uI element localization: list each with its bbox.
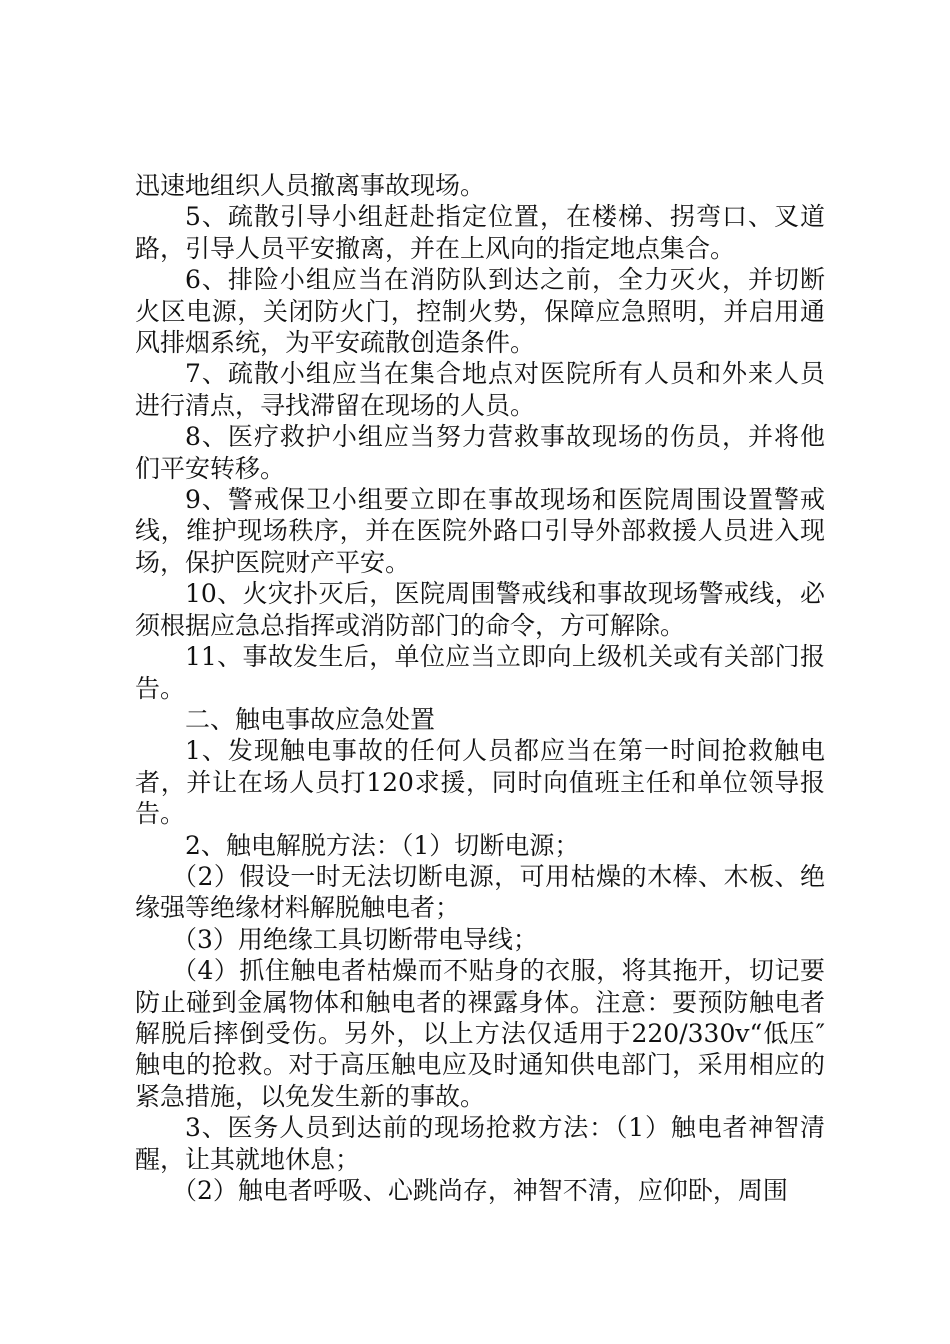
paragraph-15: （2）触电者呼吸、心跳尚存，神智不清，应仰卧，周围 [172, 1176, 788, 1205]
paragraph-6: 9、警戒保卫小组要立即在事故现场和医院周围设置警戒线，维护现场秩序，并在医院外路口引导外部救援人员进入现场，保护医院财产平安。 [135, 485, 825, 577]
paragraph-7: 10、火灾扑灭后，医院周围警戒线和事故现场警戒线，必须根据应急总指挥或消防部门的命令，方可解除。 [135, 579, 825, 640]
paragraph-9: 1、发现触电事故的任何人员都应当在第一时间抢救触电者，并让在场人员打120求援，同时向值班主任和单位领导报告。 [135, 736, 825, 829]
section-heading: 二、触电事故应急处置 [185, 704, 436, 734]
paragraph-5: 8、医疗救护小组应当努力营救事故现场的伤员，并将他们平安转移。 [135, 422, 825, 483]
paragraph-3: 6、排险小组应当在消防队到达之前，全力灭火，并切断火区电源，关闭防火门，控制火势，保障应急照明，并启用通风排烟系统，为平安疏散创造条件。 [135, 265, 825, 358]
paragraph-8: 11、事故发生后，单位应当立即向上级机关或有关部门报告。 [135, 642, 825, 703]
document-body [135, 170, 825, 1206]
paragraph-10: 2、触电解脱方法：（1）切断电源； [185, 830, 580, 860]
paragraph-2: 5、疏散引导小组赶赴指定位置，在楼梯、拐弯口、叉道路，引导人员平安撤离，并在上风向的指定地点集合。 [135, 202, 825, 263]
paragraph-14: 3、医务人员到达前的现场抢救方法：（1）触电者神智清醒，让其就地休息； [135, 1113, 825, 1174]
paragraph-12: （3）用绝缘工具切断带电导线； [172, 924, 538, 954]
paragraph-13: （4）抓住触电者枯燥而不贴身的衣服，将其拖开，切记要防止碰到金属物体和触电者的裸露身体。注意：要预防触电者解脱后摔倒受伤。另外，以上方法仅适用于220/330v“低压″触电的抢救。对于高压触电应及时通知供电部门，采用相应的紧急措施，以免发生新的事故。 [135, 956, 825, 1111]
paragraph-4: 7、疏散小组应当在集合地点对医院所有人员和外来人员进行清点，寻找滞留在现场的人员。 [135, 359, 825, 420]
paragraph-11: （2）假设一时无法切断电源，可用枯燥的木棒、木板、绝缘强等绝缘材料解脱触电者； [135, 861, 825, 923]
paragraph-1: 迅速地组织人员撤离事故现场。 [135, 171, 486, 200]
